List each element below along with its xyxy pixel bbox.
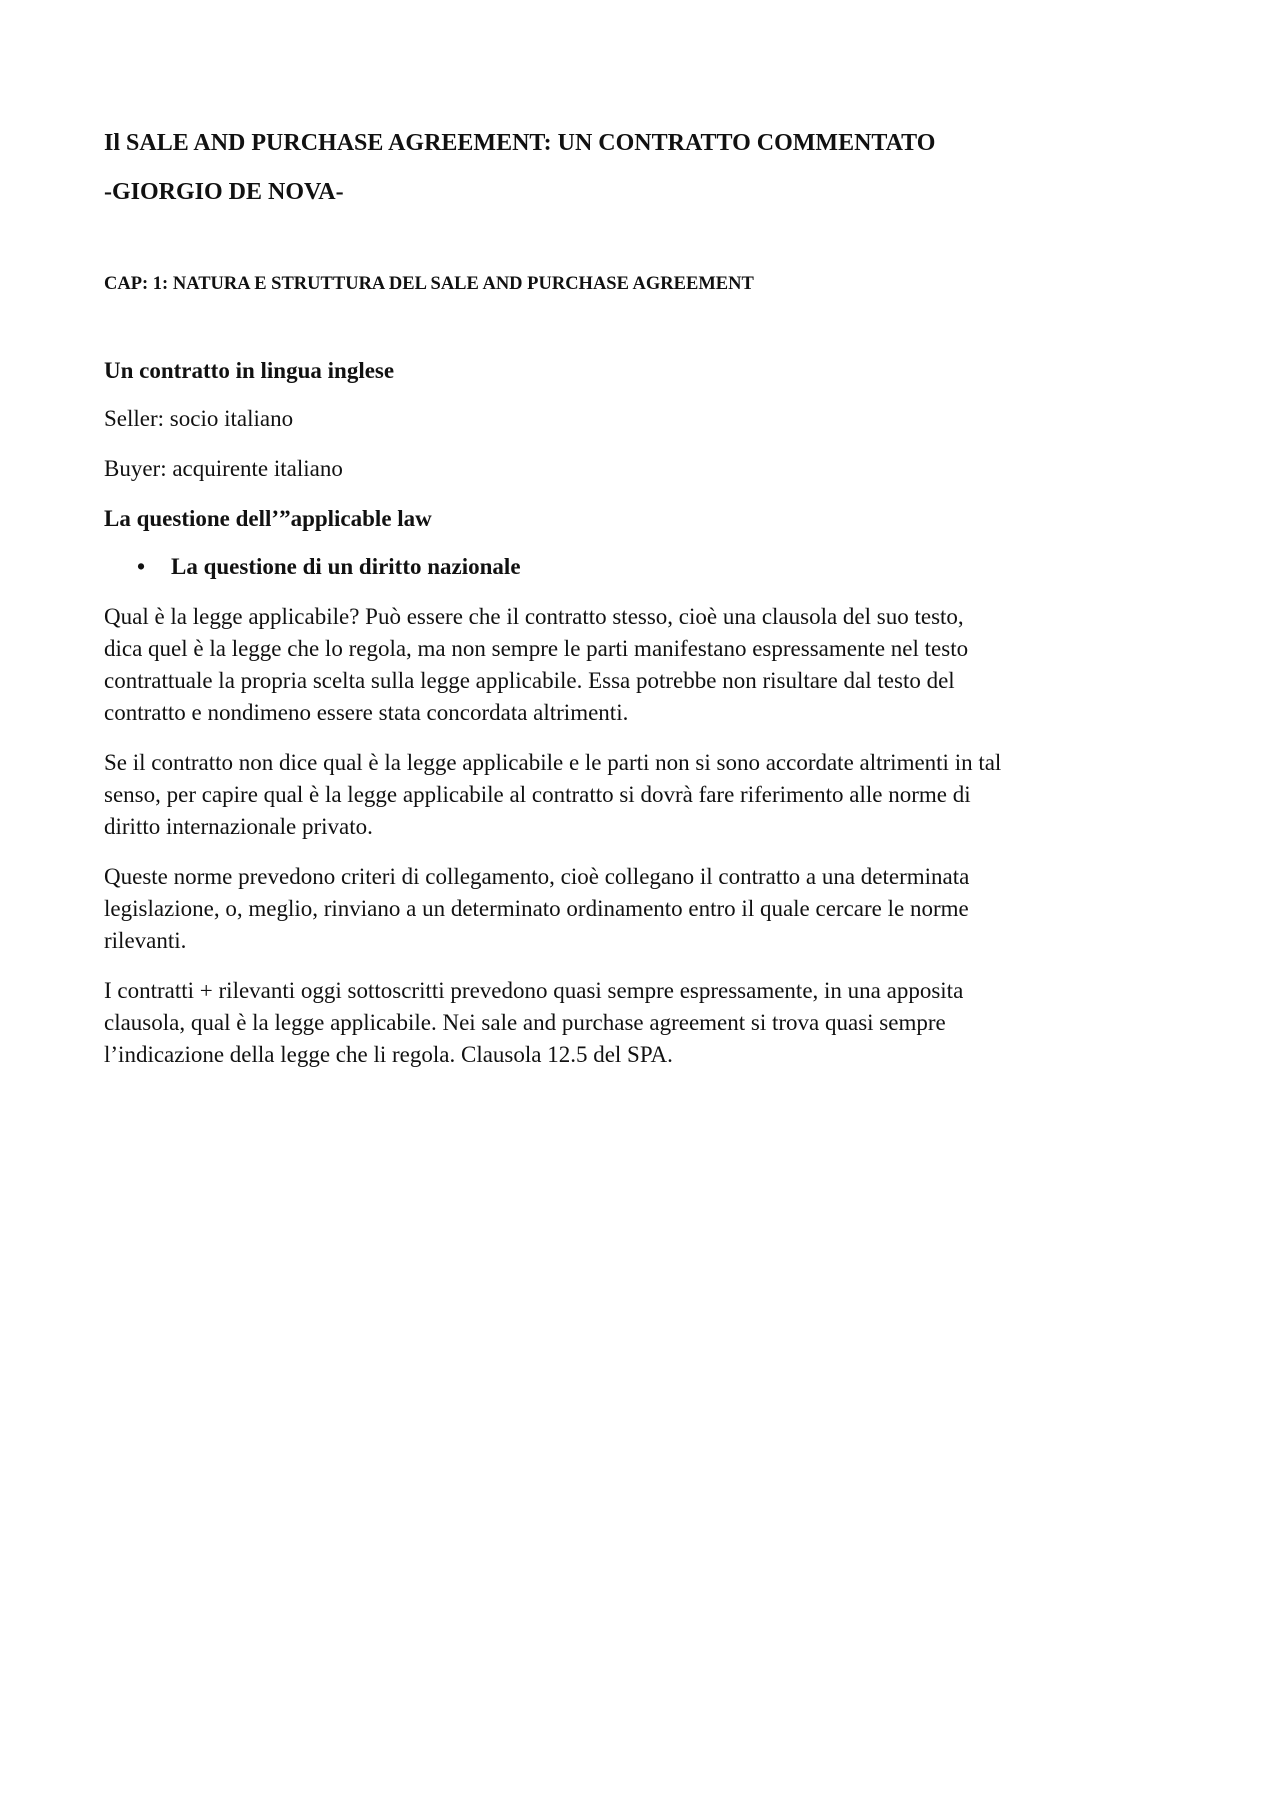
buyer-line: Buyer: acquirente italiano [104,456,343,481]
bullet-item-text: La questione di un diritto nazionale [171,554,521,579]
section-heading-applicable-law: La questione dell’”applicable law [104,506,432,531]
document-author: -GIORGIO DE NOVA- [104,179,344,205]
paragraph-criteri-collegamento: Queste norme prevedono criteri di collegamento, cioè collegano il contratto a una determinata legislazione, o, meglio, rinviano a un determinato ordinamento entro il quale cercare le norme rilevanti. [104,864,970,953]
section-heading-lingua-inglese: Un contratto in lingua inglese [104,358,395,383]
paragraph-diritto-internazionale: Se il contratto non dice qual è la legge applicabile e le parti non si sono accordate altrimenti in tal senso, per capire qual è la legge applicabile al contratto si dovrà fare riferimento alle norme di diritto internazionale privato. [104,750,1002,839]
document-body [104,128,1004,1089]
seller-line: Seller: socio italiano [104,406,294,431]
bullet-item-diritto-nazionale [104,551,1004,582]
chapter-title: CAP: 1: NATURA E STRUTTURA DEL SALE AND PURCHASE AGREEMENT [104,274,754,294]
document-title: Il SALE AND PURCHASE AGREEMENT: UN CONTRATTO COMMENTATO [104,130,936,156]
paragraph-legge-applicabile: Qual è la legge applicabile? Può essere che il contratto stesso, cioè una clausola del suo testo, dica quel è la legge che lo regola, ma non sempre le parti manifestano espressamente nel testo contrattuale la propria scelta sulla legge applicabile. Essa potrebbe non risultare dal testo del contratto e nondimeno essere stata concordata altrimenti. [104,604,969,725]
paragraph-contratti-rilevanti: I contratti + rilevanti oggi sottoscritti prevedono quasi sempre espressamente, in una apposita clausola, qual è la legge applicabile. Nei sale and purchase agreement si trova quasi sempre l’indicazione della legge che li regola. Clausola 12.5 del SPA. [104,978,964,1067]
bullet-icon: • [137,554,146,579]
